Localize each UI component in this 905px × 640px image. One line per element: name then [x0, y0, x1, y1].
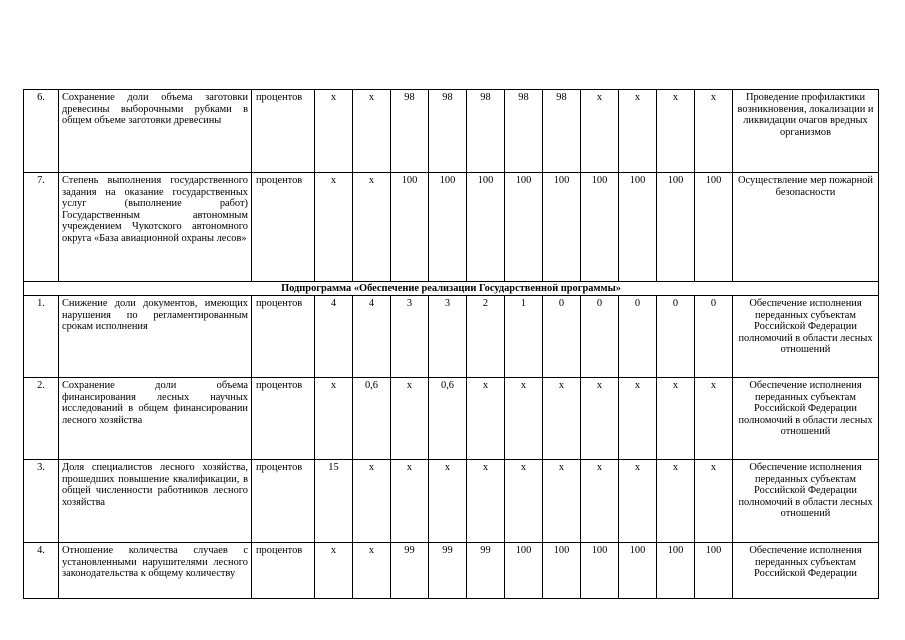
subprogram-row	[24, 282, 879, 296]
value-cell: 100	[695, 173, 733, 282]
value-cell: 98	[429, 90, 467, 173]
unit-cell: процентов	[252, 460, 315, 543]
value-cell: x	[581, 90, 619, 173]
value-cell: 100	[657, 543, 695, 599]
value-cell: 100	[581, 173, 619, 282]
indicator-name: Снижение доли документов, имеющих нарушения по регламентированным срокам исполнения	[59, 296, 252, 378]
indicator-name: Сохранение доли объема заготовки древесины выборочными рубками в общем объеме заготовки древесины	[59, 90, 252, 173]
measure-note: Обеспечение исполнения переданных субъектам Российской Федерации полномочий в области лесных отношений	[733, 296, 879, 378]
indicator-name: Сохранение доли объема финансирования лесных научных исследований в общем финансировании лесного хозяйства	[59, 378, 252, 460]
value-cell: 4	[353, 296, 391, 378]
value-cell: x	[429, 460, 467, 543]
value-cell: 99	[467, 543, 505, 599]
table-row	[24, 173, 879, 282]
value-cell: 100	[391, 173, 429, 282]
value-cell: 3	[391, 296, 429, 378]
unit-cell: процентов	[252, 296, 315, 378]
value-cell: x	[467, 460, 505, 543]
value-cell: 0,6	[353, 378, 391, 460]
measure-note: Обеспечение исполнения переданных субъектам Российской Федерации полномочий в области лесных отношений	[733, 460, 879, 543]
indicators-table	[23, 89, 879, 599]
value-cell: x	[315, 173, 353, 282]
value-cell: x	[657, 90, 695, 173]
value-cell: 99	[429, 543, 467, 599]
value-cell: 0	[657, 296, 695, 378]
value-cell: x	[391, 460, 429, 543]
value-cell: x	[467, 378, 505, 460]
value-cell: x	[505, 378, 543, 460]
indicator-name-text: Отношение количества случаев с установленными нарушителями лесного законодательства к общему количеству	[62, 545, 248, 580]
value-cell: x	[315, 378, 353, 460]
value-cell: 100	[619, 543, 657, 599]
value-cell: 100	[467, 173, 505, 282]
row-number: 1.	[24, 296, 59, 378]
measure-note-text: Обеспечение исполнения переданных субъектам Российской Федерации	[749, 545, 862, 580]
table-body	[24, 90, 879, 599]
table-row	[24, 296, 879, 378]
value-cell: 100	[543, 173, 581, 282]
value-cell: 0	[619, 296, 657, 378]
value-cell: x	[353, 173, 391, 282]
value-cell: x	[619, 90, 657, 173]
row-number: 7.	[24, 173, 59, 282]
value-cell: x	[619, 460, 657, 543]
value-cell: x	[543, 460, 581, 543]
value-cell: x	[505, 460, 543, 543]
value-cell: x	[391, 378, 429, 460]
row-number: 4.	[24, 543, 59, 599]
value-cell: 100	[581, 543, 619, 599]
value-cell: x	[353, 543, 391, 599]
unit-cell: процентов	[252, 90, 315, 173]
value-cell: 100	[429, 173, 467, 282]
value-cell: x	[657, 460, 695, 543]
value-cell: x	[315, 90, 353, 173]
value-cell: 100	[505, 543, 543, 599]
measure-note: Осуществление мер пожарной безопасности	[733, 173, 879, 282]
value-cell: x	[315, 543, 353, 599]
value-cell: x	[695, 378, 733, 460]
value-cell: 100	[505, 173, 543, 282]
value-cell: x	[543, 378, 581, 460]
value-cell: x	[619, 378, 657, 460]
indicator-name: Доля специалистов лесного хозяйства, прошедших повышение квалификации, в общей численности работников лесного хозяйства	[59, 460, 252, 543]
value-cell: x	[581, 378, 619, 460]
unit-cell: процентов	[252, 543, 315, 599]
row-number: 6.	[24, 90, 59, 173]
indicator-name: Степень выполнения государственного задания на оказание государственных услуг (выполнение работ) Государственным автономным учреждением Чукотского автономного округа «База авиационной охраны лесов»	[59, 173, 252, 282]
value-cell: 100	[695, 543, 733, 599]
value-cell: 1	[505, 296, 543, 378]
value-cell: 0	[581, 296, 619, 378]
table-row	[24, 378, 879, 460]
subprogram-title: Подпрограмма «Обеспечение реализации Государственной программы»	[24, 282, 879, 296]
value-cell: x	[695, 460, 733, 543]
value-cell: 98	[467, 90, 505, 173]
unit-cell: процентов	[252, 173, 315, 282]
value-cell: x	[695, 90, 733, 173]
table-row	[24, 90, 879, 173]
measure-note	[733, 543, 879, 599]
value-cell: 98	[391, 90, 429, 173]
value-cell: 100	[619, 173, 657, 282]
value-cell: 0	[543, 296, 581, 378]
value-cell: 98	[505, 90, 543, 173]
measure-note: Обеспечение исполнения переданных субъектам Российской Федерации полномочий в области лесных отношений	[733, 378, 879, 460]
unit-cell: процентов	[252, 378, 315, 460]
value-cell: 100	[543, 543, 581, 599]
value-cell: x	[353, 90, 391, 173]
value-cell: 15	[315, 460, 353, 543]
table-row	[24, 460, 879, 543]
value-cell: 4	[315, 296, 353, 378]
value-cell: 99	[391, 543, 429, 599]
value-cell: 3	[429, 296, 467, 378]
value-cell: x	[581, 460, 619, 543]
row-number: 3.	[24, 460, 59, 543]
value-cell: 0,6	[429, 378, 467, 460]
value-cell: x	[353, 460, 391, 543]
value-cell: 2	[467, 296, 505, 378]
row-number: 2.	[24, 378, 59, 460]
value-cell: 100	[657, 173, 695, 282]
value-cell: 98	[543, 90, 581, 173]
value-cell: x	[657, 378, 695, 460]
value-cell: 0	[695, 296, 733, 378]
measure-note: Проведение профилактики возникновения, локализации и ликвидации очагов вредных организмов	[733, 90, 879, 173]
table-row	[24, 543, 879, 599]
indicator-name	[59, 543, 252, 599]
